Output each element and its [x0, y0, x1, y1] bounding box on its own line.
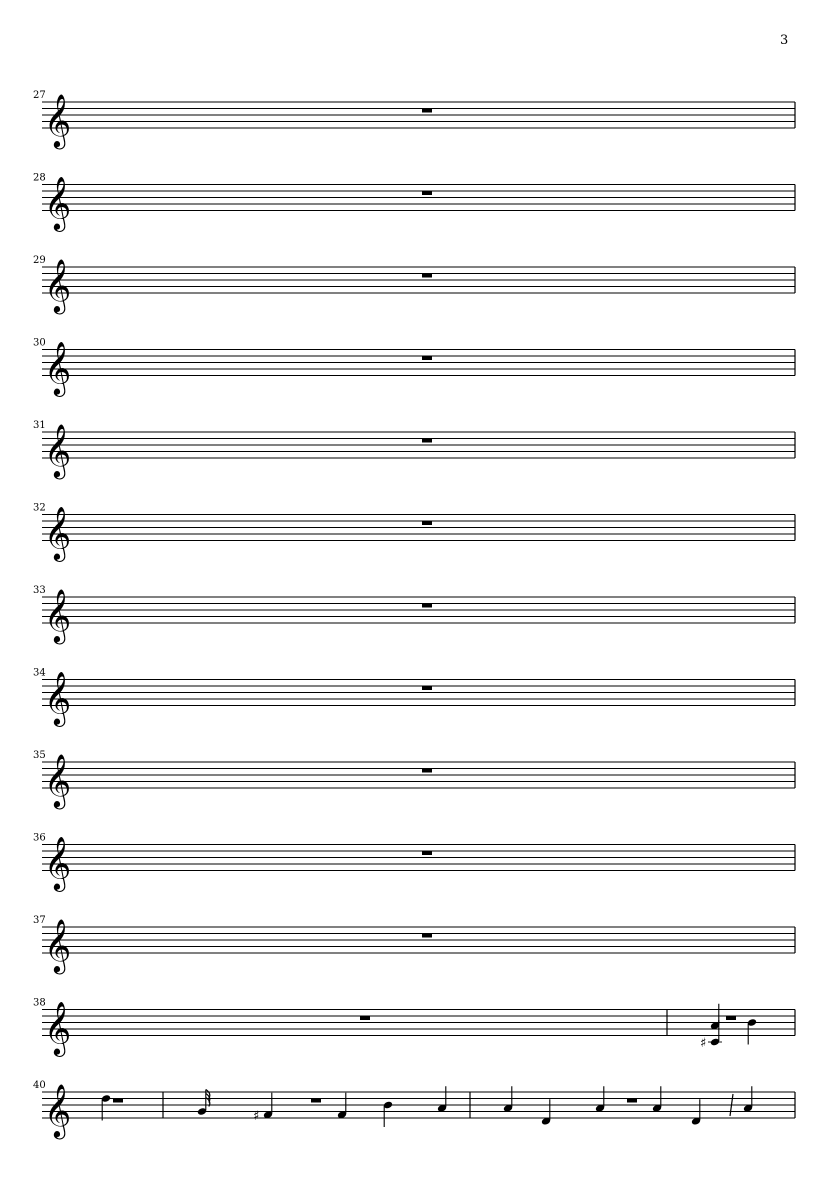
- whole-rest-icon: [422, 439, 432, 443]
- quarter-note-icon: [652, 1086, 662, 1112]
- measure-number: 34: [33, 667, 46, 679]
- whole-rest-icon: [422, 934, 432, 938]
- staff-system: [33, 1080, 795, 1139]
- measure-number: 31: [33, 420, 46, 431]
- measure-number: 33: [33, 585, 46, 596]
- whole-rest-icon: [422, 852, 432, 856]
- quarter-note-icon: [383, 1101, 393, 1127]
- quarter-note-icon: [337, 1093, 347, 1119]
- measure-number: 27: [33, 90, 46, 101]
- measure-number: 32: [33, 502, 46, 514]
- staff-system: [33, 338, 795, 397]
- whole-rest-icon: [113, 1099, 123, 1103]
- quarter-note-icon: [437, 1086, 447, 1112]
- staff-system: [33, 915, 795, 974]
- staff-system: [33, 585, 795, 644]
- treble-clef-icon: 𝄞: [44, 918, 72, 972]
- measure-number: 38: [33, 997, 46, 1009]
- quarter-note-icon: [101, 1094, 111, 1120]
- whole-rest-icon: [422, 357, 432, 361]
- treble-clef-icon: 𝄞: [44, 670, 72, 725]
- staff-system: [33, 255, 795, 314]
- whole-rest-icon: [360, 1017, 370, 1021]
- treble-clef-icon: 𝄞: [44, 1083, 72, 1137]
- staff-system: [33, 503, 795, 562]
- whole-rest-icon: [422, 604, 432, 608]
- measure-number: 29: [33, 255, 46, 266]
- treble-clef-icon: 𝄞: [44, 588, 72, 642]
- treble-clef-icon: 𝄞: [44, 835, 72, 890]
- treble-clef-icon: 𝄞: [44, 505, 72, 560]
- treble-clef-icon: 𝄞: [44, 93, 72, 147]
- whole-rest-icon: [726, 1017, 736, 1021]
- staff-system: [33, 90, 795, 149]
- measure-number: 30: [33, 337, 46, 349]
- quarter-note-icon: [595, 1086, 605, 1112]
- staff-system: [33, 998, 795, 1057]
- quarter-note-icon: [710, 1004, 720, 1030]
- staff-system: [33, 420, 795, 479]
- treble-clef-icon: 𝄞: [44, 423, 72, 477]
- treble-clef-icon: 𝄞: [44, 175, 72, 230]
- treble-clef-icon: 𝄞: [44, 258, 72, 312]
- whole-rest-icon: [422, 522, 432, 526]
- quarter-note-icon: [253, 1093, 273, 1124]
- whole-rest-icon: [422, 687, 432, 691]
- page-number: 3: [780, 33, 789, 48]
- staff-system: [33, 750, 795, 809]
- quarter-note-icon: [503, 1086, 513, 1112]
- quarter-note-icon: [541, 1099, 551, 1125]
- measure-number: 36: [33, 832, 46, 844]
- whole-rest-icon: [311, 1099, 321, 1103]
- treble-clef-icon: 𝄞: [44, 1000, 72, 1055]
- staff-system: [33, 173, 795, 232]
- staff-system: [33, 668, 795, 727]
- quarter-note-icon: [747, 1018, 757, 1044]
- measure-number: 35: [33, 750, 46, 761]
- measure-number: 28: [33, 172, 46, 184]
- treble-clef-icon: 𝄞: [44, 340, 72, 395]
- sharp-icon: ♯: [700, 1036, 707, 1051]
- whole-rest-icon: [422, 769, 432, 773]
- whole-rest-icon: [627, 1099, 637, 1103]
- treble-clef-icon: 𝄞: [44, 753, 72, 807]
- quarter-note-icon: [691, 1099, 701, 1125]
- measure-number: 40: [33, 1080, 46, 1091]
- staff-system: [33, 833, 795, 892]
- measure-number: 37: [33, 915, 46, 926]
- whole-rest-icon: [422, 274, 432, 278]
- sharp-icon: ♯: [253, 1108, 260, 1124]
- whole-rest-icon: [422, 109, 432, 113]
- quarter-note-icon: [743, 1086, 753, 1112]
- whole-rest-icon: [422, 192, 432, 196]
